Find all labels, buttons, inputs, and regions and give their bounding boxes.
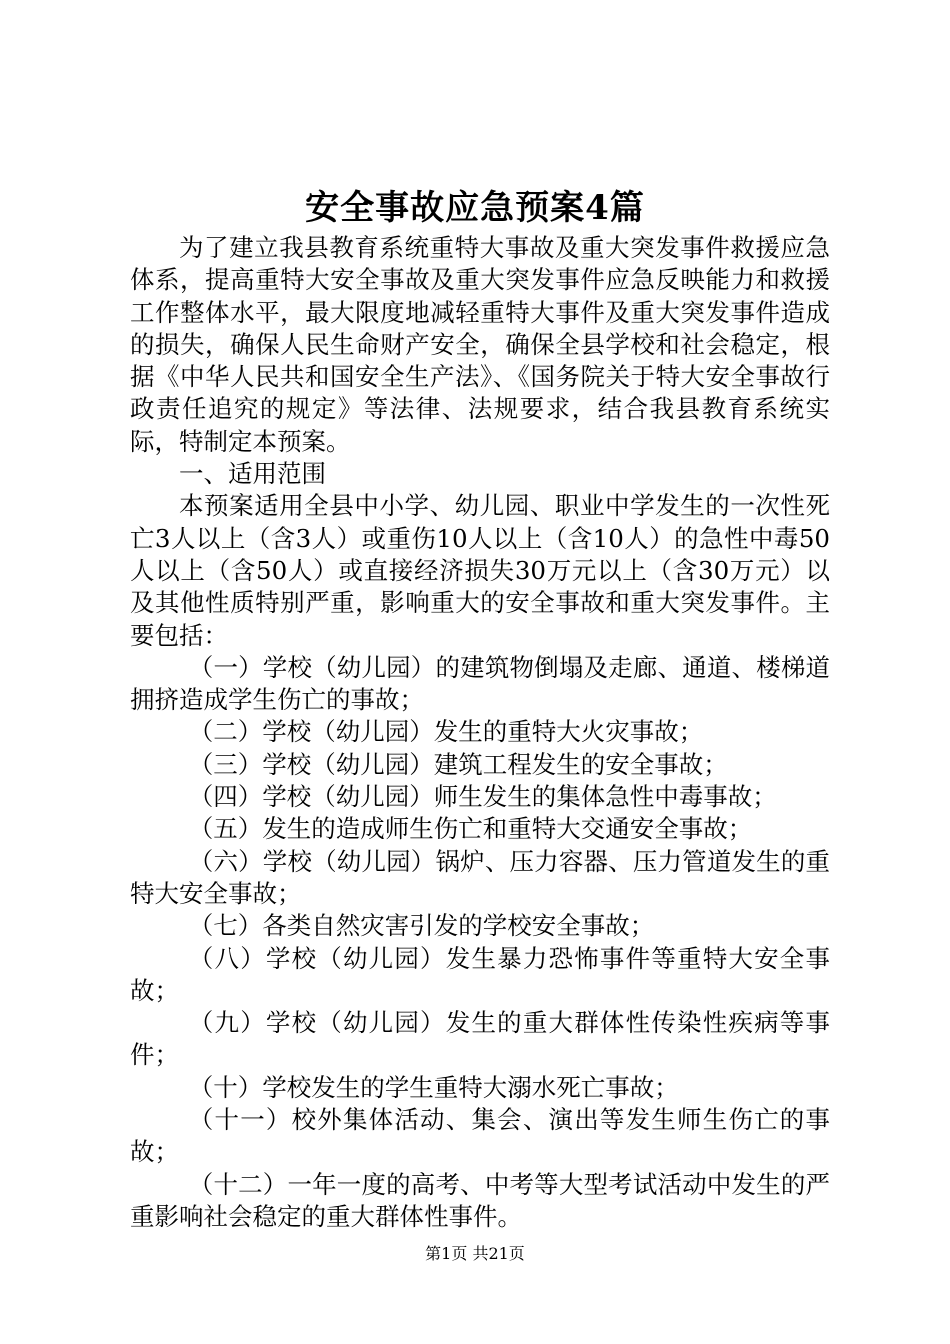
list-item: （九）学校（幼儿园）发生的重大群体性传染性疾病等事件； xyxy=(130,1008,830,1070)
list-item: （十二）一年一度的高考、中考等大型考试活动中发生的严重影响社会稳定的重大群体性事件。 xyxy=(130,1169,830,1231)
page-indicator: 第1页 共21页 xyxy=(425,1244,525,1263)
document-title: 安全事故应急预案4篇 xyxy=(305,188,645,228)
list-item: （五）发生的造成师生伤亡和重特大交通安全事故； xyxy=(188,814,753,844)
list-item: （七）各类自然灾害引发的学校安全事故； xyxy=(188,911,655,941)
list-item: （一）学校（幼儿园）的建筑物倒塌及走廊、通道、楼梯道拥挤造成学生伤亡的事故； xyxy=(130,652,830,715)
list-item: （二）学校（幼儿园）发生的重特大火灾事故； xyxy=(188,717,704,747)
list-item: （十一）校外集体活动、集会、演出等发生师生伤亡的事故； xyxy=(130,1105,830,1167)
paragraph-intro: 为了建立我县教育系统重特大事故及重大突发事件救援应急体系，提高重特大安全事故及重大突发事件应急反映能力和救援工作整体水平，最大限度地减轻重特大事件及重大突发事件造成的损失，确保人民生命财产安全，确保全县学校和社会稳定，根据《中华人民共和国安全生产法》、《国务院关于特大安全事故行政责任追究的规定》等法律、法规要求，结合我县教育系统实际，特制定本预案。 xyxy=(130,233,830,456)
list-item: （三）学校（幼儿园）建筑工程发生的安全事故； xyxy=(188,749,728,779)
document-body xyxy=(130,232,830,1233)
paragraph-scope: 本预案适用全县中小学、幼儿园、职业中学发生的一次性死亡3人以上（含3人）或重伤10人以上（含10人）的急性中毒50人以上（含50人）或直接经济损失30万元以上（含30万元）以及其他性质特别严重，影响重大的安全事故和重大突发事件。主要包括： xyxy=(130,491,830,650)
section-heading-scope: 一、适用范围 xyxy=(179,459,326,489)
list-item: （八）学校（幼儿园）发生暴力恐怖事件等重特大安全事故； xyxy=(130,943,830,1005)
list-item: （十）学校发生的学生重特大溺水死亡事故； xyxy=(188,1072,679,1102)
list-item: （四）学校（幼儿园）师生发生的集体急性中毒事故； xyxy=(188,782,777,812)
list-item: （六）学校（幼儿园）锅炉、压力容器、压力管道发生的重特大安全事故； xyxy=(130,846,830,908)
